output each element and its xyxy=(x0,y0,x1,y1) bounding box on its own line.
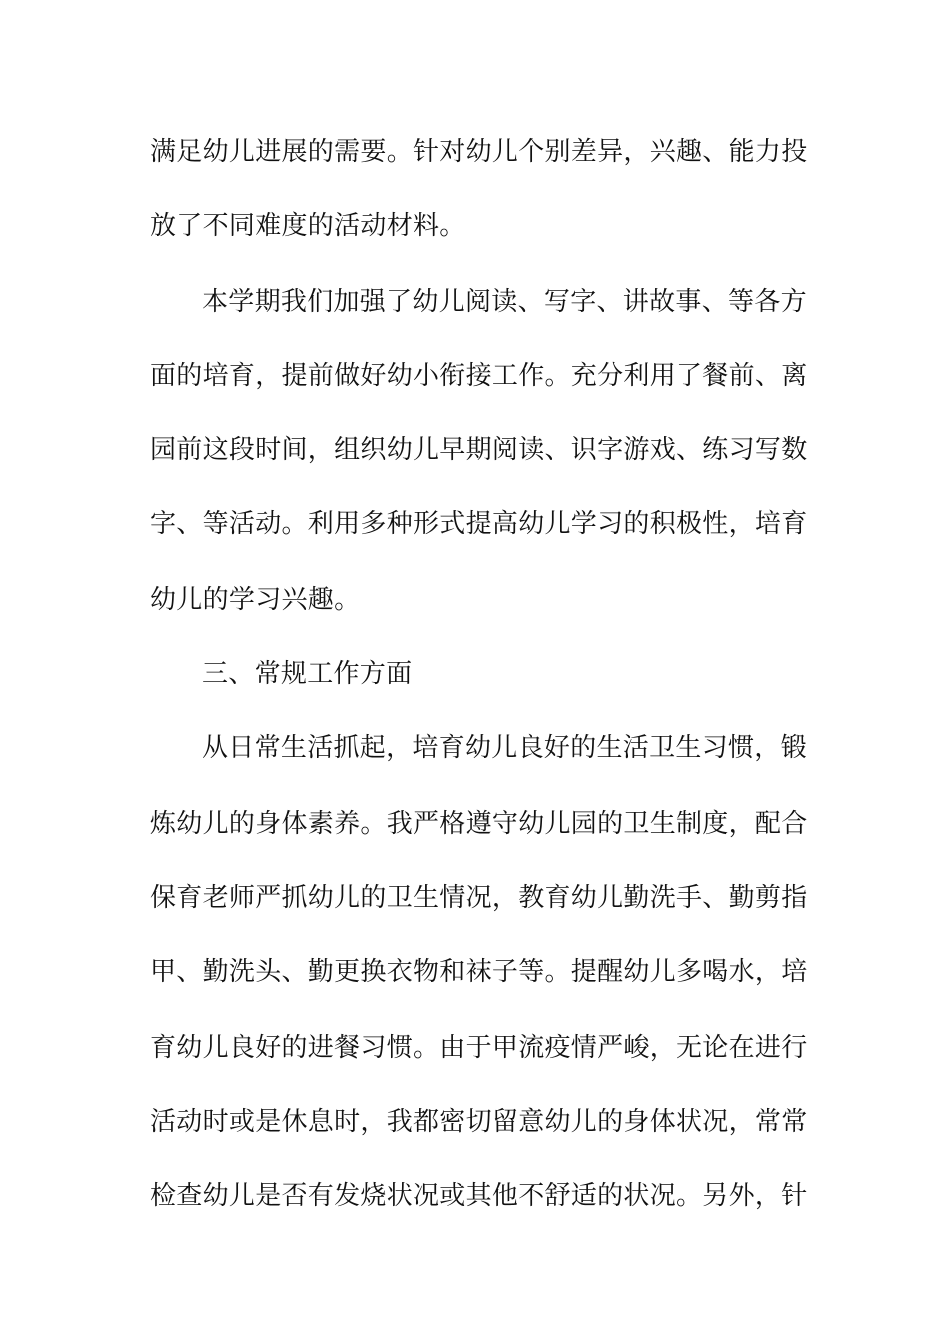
paragraph-line: 幼儿的学习兴趣。 xyxy=(150,585,361,615)
paragraph-line: 保育老师严抓幼儿的卫生情况，教育幼儿勤洗手、勤剪指 xyxy=(150,883,808,913)
paragraph-line: 面的培育，提前做好幼小衔接工作。充分利用了餐前、离 xyxy=(150,361,808,391)
section-heading: 三、常规工作方面 xyxy=(202,659,413,689)
paragraph-line: 字、等活动。利用多种形式提高幼儿学习的积极性，培育 xyxy=(150,509,808,539)
paragraph-line: 甲、勤洗头、勤更换衣物和袜子等。提醒幼儿多喝水，培 xyxy=(150,957,808,987)
paragraph-line: 从日常生活抓起，培育幼儿良好的生活卫生习惯，锻 xyxy=(202,733,807,763)
paragraph-line: 放了不同难度的活动材料。 xyxy=(150,211,466,241)
paragraph-line: 活动时或是休息时，我都密切留意幼儿的身体状况，常常 xyxy=(150,1107,808,1137)
paragraph-line: 满足幼儿进展的需要。针对幼儿个别差异，兴趣、能力投 xyxy=(150,137,808,167)
paragraph-line: 育幼儿良好的进餐习惯。由于甲流疫情严峻，无论在进行 xyxy=(150,1033,808,1063)
paragraph-line: 园前这段时间，组织幼儿早期阅读、识字游戏、练习写数 xyxy=(150,435,808,465)
paragraph-line: 本学期我们加强了幼儿阅读、写字、讲故事、等各方 xyxy=(202,287,807,317)
paragraph-line: 检查幼儿是否有发烧状况或其他不舒适的状况。另外，针 xyxy=(150,1181,808,1211)
paragraph-line: 炼幼儿的身体素养。我严格遵守幼儿园的卫生制度，配合 xyxy=(150,809,808,839)
